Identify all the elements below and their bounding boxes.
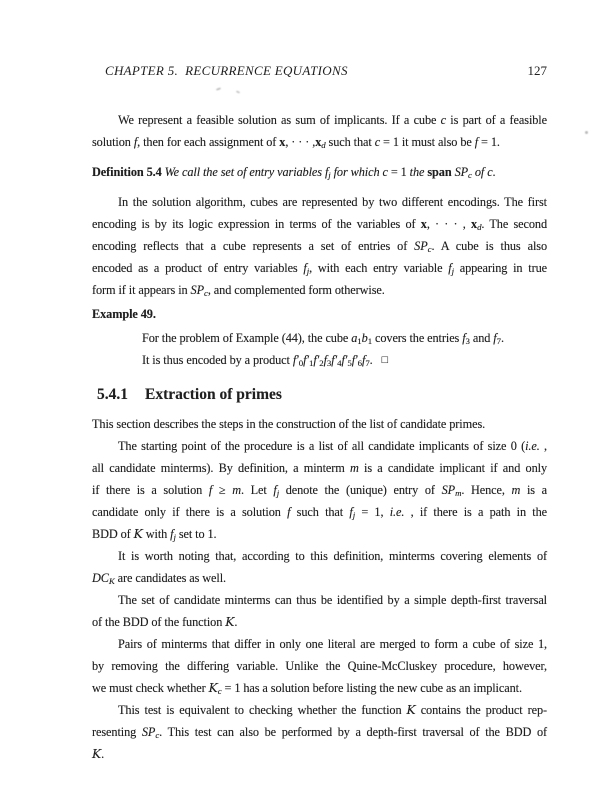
text-run: encoded as a product of entry variables xyxy=(92,261,304,275)
text-run: 4 xyxy=(337,357,342,368)
text-run: f xyxy=(303,261,307,275)
text-run: , · · · , xyxy=(426,217,471,231)
text-column xyxy=(92,62,547,765)
text-run: of xyxy=(471,165,488,179)
text-run: . xyxy=(369,353,373,367)
text-line xyxy=(92,213,547,235)
text-run: For the problem of Example (44), the cube xyxy=(142,331,352,345)
text-run: we must check whether xyxy=(92,681,209,695)
text-run: such that xyxy=(290,505,350,519)
text-run: f′ xyxy=(303,353,309,367)
text-line xyxy=(92,479,547,501)
text-line xyxy=(92,457,547,479)
page-body xyxy=(92,109,547,765)
text-run: We call the set of entry variables xyxy=(161,165,325,179)
text-run: such that xyxy=(325,135,375,149)
example-49-heading xyxy=(92,303,547,325)
text-run: x xyxy=(279,135,286,149)
text-run: i.e. xyxy=(389,505,405,519)
text-run: f xyxy=(474,135,479,149)
text-line xyxy=(142,327,547,349)
text-run: 2 xyxy=(319,357,324,368)
text-run: K xyxy=(208,681,218,695)
text-run: j xyxy=(173,531,176,542)
text-run: SP xyxy=(141,725,156,739)
text-run: f xyxy=(349,505,353,519)
text-run: f′ xyxy=(351,353,358,367)
text-run: 5 xyxy=(347,357,352,368)
text-line xyxy=(92,545,547,567)
text-run: c xyxy=(155,729,160,740)
paragraph-encodings xyxy=(92,191,547,301)
text-run: if there is a solution xyxy=(92,483,209,497)
text-run: SP xyxy=(190,283,205,297)
text-run: □ xyxy=(381,355,388,366)
text-run: d xyxy=(477,221,482,232)
text-run: c xyxy=(440,113,447,127)
text-run: c xyxy=(468,169,472,180)
text-line xyxy=(92,257,547,279)
text-run: We represent a feasible solution as sum of implicants. If a cube xyxy=(118,113,441,127)
text-run: It is thus encoded by a product xyxy=(142,353,293,367)
text-run: contains the product rep- xyxy=(415,703,547,717)
text-run: f′ xyxy=(341,353,348,367)
text-line xyxy=(92,699,547,721)
text-run: 0 xyxy=(298,357,304,368)
text-line xyxy=(92,131,547,153)
text-run: The set of candidate minterms can thus be identified by a simple depth-first traversal xyxy=(118,593,547,607)
text-run: f xyxy=(361,353,366,367)
text-run: j xyxy=(306,265,310,276)
text-run: f xyxy=(323,353,327,367)
text-run: all candidate minterms). By definition, a minterm xyxy=(92,461,350,475)
text-line xyxy=(92,303,547,325)
text-run: j xyxy=(451,265,454,276)
text-run: the xyxy=(409,165,428,179)
running-header: CHAPTER 5. RECURRENCE EQUATIONS xyxy=(105,63,348,78)
text-run: m xyxy=(455,487,462,498)
text-run: f xyxy=(287,505,291,519)
text-run: of the BDD of the function xyxy=(92,615,226,629)
paragraph-test xyxy=(92,699,547,765)
text-line xyxy=(92,567,547,589)
text-run: , xyxy=(539,439,547,453)
text-run: SP xyxy=(441,483,456,497)
text-run: f xyxy=(324,165,329,179)
text-run: is part of a feasible xyxy=(446,113,547,127)
text-run: This test is equivalent to checking whether the function xyxy=(118,703,407,717)
example-49-body xyxy=(92,327,547,371)
text-run: denote the (unique) entry of xyxy=(279,483,442,497)
text-run: K xyxy=(108,575,115,586)
text-run: = 1. xyxy=(478,135,500,149)
text-run: by removing the differing variable. Unlike the Quine-McCluskey procedure, however, xyxy=(92,659,547,673)
text-run: d xyxy=(321,139,326,150)
text-run: 1 xyxy=(367,335,373,346)
text-run: Extraction of primes xyxy=(145,386,282,403)
text-run: for which xyxy=(330,165,383,179)
section-heading-5-4-1 xyxy=(92,383,547,407)
text-run: and xyxy=(469,331,494,345)
text-run: It is worth noting that, according to this definition, minterms covering elements of xyxy=(118,549,547,563)
text-run: K xyxy=(406,703,416,717)
text-run: encoding is by its logic expression in terms of the variables of xyxy=(92,217,421,231)
text-run: b xyxy=(361,331,368,345)
paragraph-starting-point xyxy=(92,435,547,545)
text-run: = 1 xyxy=(387,165,410,179)
text-run: Example 49. xyxy=(92,307,156,321)
text-run: c xyxy=(382,165,388,179)
text-line xyxy=(92,743,547,765)
text-run: = 1 has a solution before listing the new cube as an implicant. xyxy=(221,681,522,695)
text-run: ≥ xyxy=(212,483,233,497)
text-run: f′ xyxy=(331,353,338,367)
text-line xyxy=(92,523,547,545)
text-run: is a xyxy=(520,483,547,497)
text-run: x xyxy=(471,217,478,231)
text-run: 7 xyxy=(496,335,501,346)
text-run: covers the entries xyxy=(372,331,463,345)
paragraph-feasible-solution xyxy=(92,109,547,153)
text-run: is a candidate implicant if and only xyxy=(358,461,547,475)
text-run: encoding reflects that a cube represents a set of entries of xyxy=(92,239,415,253)
text-run: . This test can also be performed by a depth-first traversal of the BDD of xyxy=(159,725,547,739)
text-run: In the solution algorithm, cubes are represented by two different encodings. The first xyxy=(118,195,547,209)
text-run: 7 xyxy=(365,357,370,368)
text-line xyxy=(92,589,547,611)
text-run: 1 xyxy=(357,335,362,346)
text-run: j xyxy=(276,487,280,498)
text-run: set to 1. xyxy=(175,527,217,541)
text-line xyxy=(92,677,547,699)
text-line xyxy=(92,279,547,301)
text-run: f xyxy=(273,483,277,497)
text-run: . xyxy=(492,165,496,179)
text-line xyxy=(92,413,547,435)
page-header xyxy=(92,62,547,79)
text-run: x xyxy=(420,217,427,231)
text-run: = 1 it must also be xyxy=(380,135,475,149)
text-line xyxy=(92,611,547,633)
text-run: . xyxy=(101,747,105,761)
text-run: f xyxy=(208,483,213,497)
text-run: resenting xyxy=(92,725,142,739)
text-run: This section describes the steps in the construction of the list of candidate primes. xyxy=(92,417,486,431)
text-run: c xyxy=(204,287,208,298)
text-run: 6 xyxy=(357,357,362,368)
text-run: SP xyxy=(414,239,428,253)
text-run: DC xyxy=(92,571,109,585)
text-run: Pairs of minterms that differ in only one literal are merged to form a cube of size 1, xyxy=(118,637,547,651)
text-run: f′ xyxy=(313,353,320,367)
text-run: The starting point of the procedure is a list of all candidate implicants of size 0 ( xyxy=(118,439,526,453)
paragraph-section-intro xyxy=(92,413,547,435)
text-run: candidate only if there is a solution xyxy=(92,505,288,519)
text-run: m xyxy=(349,461,359,475)
paragraph-depth-first xyxy=(92,589,547,633)
scan-artifact xyxy=(585,131,588,134)
text-run: . The second xyxy=(481,217,547,231)
text-run: m xyxy=(511,483,521,497)
text-run: c xyxy=(374,135,381,149)
text-line xyxy=(92,109,547,131)
text-run: c xyxy=(427,243,432,254)
text-run: f xyxy=(170,527,174,541)
text-run: . xyxy=(234,615,238,629)
page-number: 127 xyxy=(527,63,547,78)
text-line xyxy=(92,435,547,457)
text-line xyxy=(92,655,547,677)
text-run: are candidates as well. xyxy=(114,571,226,585)
text-run: SP xyxy=(451,165,469,179)
text-run: j xyxy=(328,169,331,180)
text-run: c xyxy=(217,685,222,696)
text-run: solution xyxy=(92,135,134,149)
text-run: f xyxy=(133,135,138,149)
text-line xyxy=(92,501,547,523)
text-run: f xyxy=(493,331,497,345)
text-run: f′ xyxy=(292,353,299,367)
text-run: f xyxy=(448,261,452,275)
text-run: . Hence, xyxy=(461,483,512,497)
text-run: i.e. xyxy=(525,439,540,453)
text-run: c xyxy=(487,165,493,179)
text-run: , then for each assignment of xyxy=(137,135,280,149)
text-run: K xyxy=(92,747,102,761)
text-run: m xyxy=(232,483,241,497)
text-run: appearing in true xyxy=(453,261,547,275)
text-run: . xyxy=(500,331,504,345)
text-run: , with each entry variable xyxy=(309,261,449,275)
text-run: 1 xyxy=(309,357,314,368)
text-run: K xyxy=(133,527,143,541)
text-run: 3 xyxy=(465,335,470,346)
text-run: . Let xyxy=(240,483,274,497)
text-line xyxy=(92,191,547,213)
text-run: , and complemented form otherwise. xyxy=(207,283,385,297)
text-run: , if there is a path in the xyxy=(404,505,547,519)
text-run: 5.4.1 xyxy=(97,386,128,403)
text-run: a xyxy=(351,331,358,345)
text-line xyxy=(92,633,547,655)
text-run: x xyxy=(315,135,322,149)
text-run: K xyxy=(225,615,235,629)
text-run: with xyxy=(142,527,171,541)
text-line xyxy=(92,235,547,257)
text-run: BDD of xyxy=(92,527,134,541)
definition-5-4 xyxy=(92,161,547,183)
paragraph-merging xyxy=(92,633,547,699)
text-run: . A cube is thus also xyxy=(431,239,547,253)
text-run: span xyxy=(427,165,452,179)
text-run: 3 xyxy=(326,357,332,368)
text-run: f xyxy=(462,331,466,345)
paragraph-dc-note xyxy=(92,545,547,589)
text-run: Definition 5.4 xyxy=(92,165,162,179)
text-line xyxy=(92,721,547,743)
text-run: j xyxy=(352,509,356,520)
text-run: form if it appears in xyxy=(92,283,191,297)
text-line xyxy=(142,349,547,371)
text-run: , · · · , xyxy=(285,135,316,149)
text-line xyxy=(97,383,547,407)
text-line xyxy=(92,161,547,183)
text-run: = 1, xyxy=(355,505,390,519)
